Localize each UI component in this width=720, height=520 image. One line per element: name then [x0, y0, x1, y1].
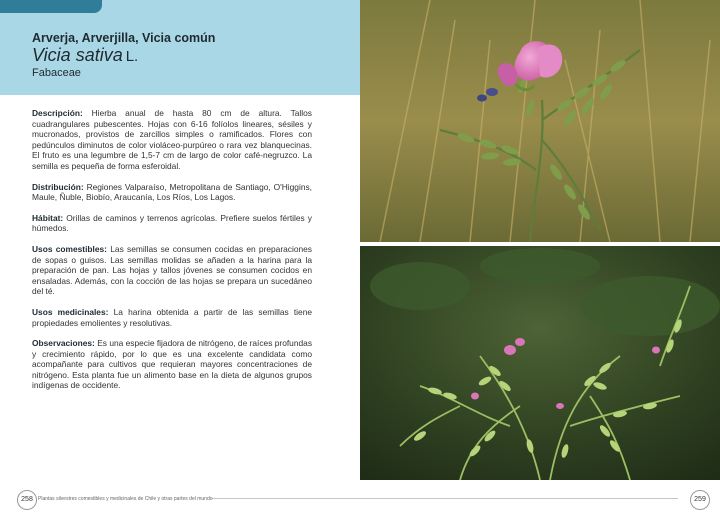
- section-observations: [32, 338, 312, 391]
- section-habitat: [32, 213, 312, 234]
- section-label: Usos comestibles:: [32, 243, 107, 254]
- section-label: Distribución:: [32, 181, 84, 192]
- footer-rule: [212, 498, 678, 499]
- page-number-right: 259: [690, 490, 710, 510]
- section-label: Hábitat:: [32, 212, 64, 223]
- plant-family: Fabaceae: [32, 67, 81, 79]
- section-edible-uses: [32, 244, 312, 297]
- section-text: Es una especie fijadora de nitrógeno, de raíces profundas y crecimiento rápido, por lo que es una excelente candidata como acompañante para cultivos que requieran mayores concentraciones de nitrógeno. Esta planta fue un alimento base en la dieta de algunos grupos indígenas de occidente.: [32, 338, 313, 391]
- section-distribution: [32, 182, 312, 203]
- plant-photo-illustration: [360, 246, 720, 480]
- footer-book-title: Plantas silvestres comestibles y medicinales de Chile y otras partes del mundo: [38, 496, 213, 502]
- header-tab: [0, 0, 102, 13]
- section-text: Las semillas se consumen cocidas en preparaciones de sopas o guisos. Las semillas molidas se añaden a la harina para la preparación de pan. Las hojas y tallos jóvenes se consumen cocidos en ensaladas. Además, con la cocción de las hojas se prepara un sucedáneo del té.: [32, 243, 312, 297]
- flower-photo-illustration: [360, 0, 720, 242]
- species-description: [32, 108, 312, 401]
- section-medicinal-uses: [32, 307, 312, 328]
- scientific-name: [32, 45, 138, 66]
- section-text: Orillas de caminos y terrenos agrícolas. Prefiere suelos fértiles y húmedos.: [32, 212, 312, 234]
- section-label: Descripción:: [32, 108, 83, 118]
- flower-photo: [360, 0, 720, 242]
- section-text: Regiones Valparaíso, Metropolitana de Santiago, O'Higgins, Maule, Ñuble, Biobío, Araucanía, Los Ríos, Los Lagos.: [32, 181, 312, 203]
- section-label: Observaciones:: [32, 338, 95, 349]
- section-label: Usos medicinales:: [32, 306, 109, 317]
- plant-photo: [360, 246, 720, 480]
- section-description: [32, 108, 312, 172]
- scientific-name-author: L.: [125, 48, 139, 65]
- common-names-title: Arverja, Arverjilla, Vicia común: [32, 31, 216, 45]
- section-text: La harina obtenida a partir de las semillas tiene propiedades emolientes y resolutivas.: [32, 306, 313, 328]
- page-number-left: 258: [17, 490, 37, 510]
- scientific-name-text: Vicia sativa: [32, 45, 123, 65]
- section-text: Hierba anual de hasta 80 cm de altura. Tallos cuadrangulares pubescentes. Hojas con 6-16 folíolos lineares, sésiles y mucronados, provistos de zarcillos simples o ramificados. Flores con pedúnculos diminutos de color violáceo-purpúreo o rara vez blanquecinas. El fruto es una legumbre de 1,5-7 cm de largo de color café-negruzco. La semilla es pequeña de forma esferoidal.: [32, 108, 312, 171]
